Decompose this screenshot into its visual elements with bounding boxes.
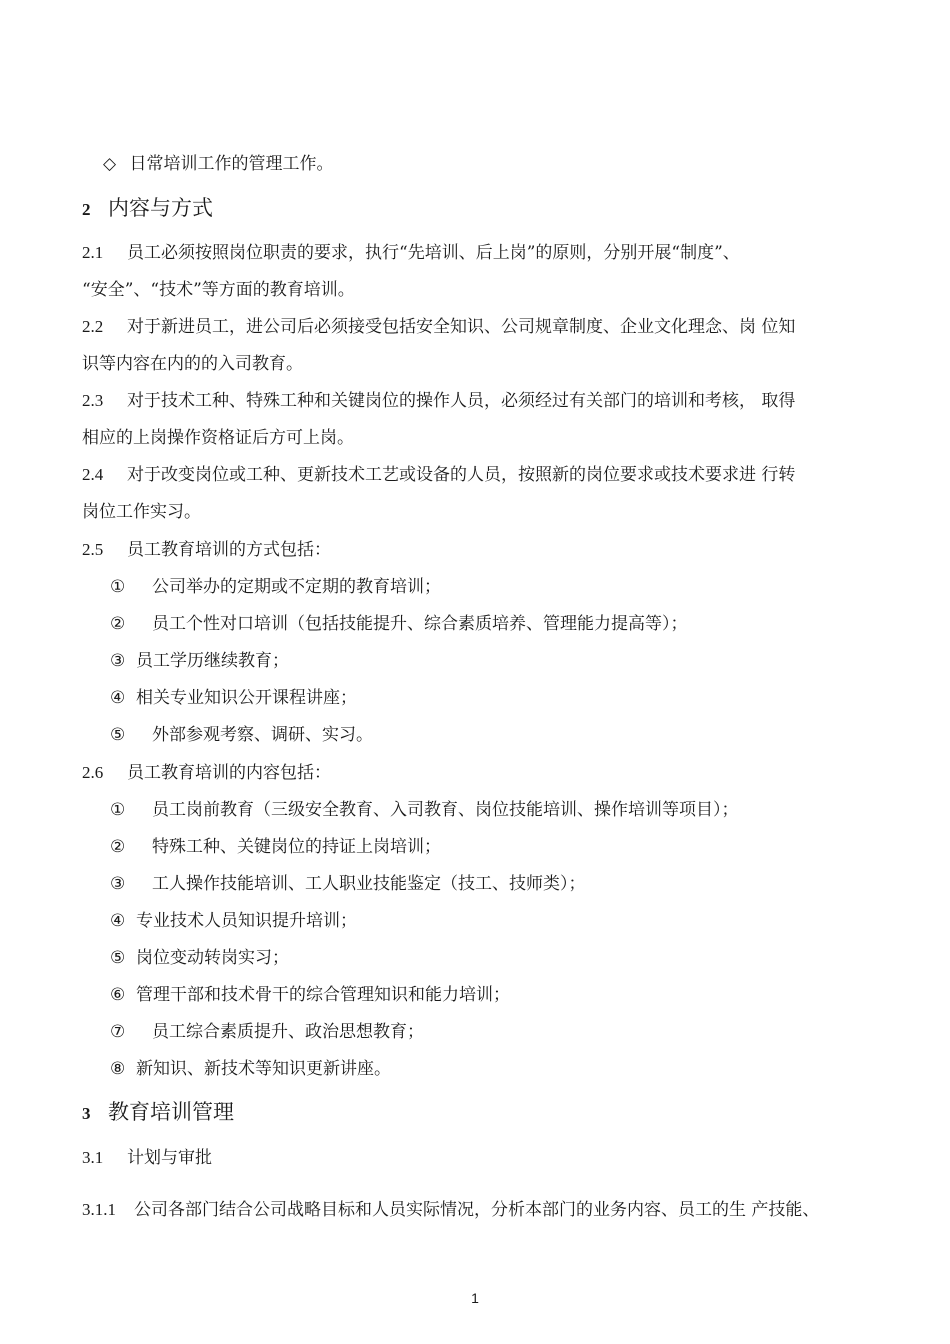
bullet-text: 日常培训工作的管理工作。 xyxy=(129,154,334,174)
bullet-item xyxy=(103,153,910,175)
diamond-bullet-icon: ◇ xyxy=(103,154,117,174)
paragraph-number: 2.3 xyxy=(82,391,104,410)
section-heading-2 xyxy=(82,195,910,223)
content-item-8 xyxy=(110,1058,910,1080)
paragraph-text: 对于技术工种、特殊工种和关键岗位的操作人员，必须经过有关部门的培训和考核， 取得 xyxy=(127,391,796,411)
paragraph-2-4-line1 xyxy=(82,464,910,486)
list-item-text: 公司举办的定期或不定期的教育培训； xyxy=(152,577,441,597)
method-item-1 xyxy=(110,576,910,598)
list-item-text: 特殊工种、关键岗位的持证上岗培训； xyxy=(152,837,441,857)
paragraph-text: 员工教育培训的内容包括： xyxy=(127,763,331,783)
content-item-4 xyxy=(110,910,910,932)
circled-number-1: ① xyxy=(110,577,126,597)
list-item-text: 工人操作技能培训、工人职业技能鉴定（技工、技师类）； xyxy=(152,874,586,894)
clause-3-1-1 xyxy=(82,1199,910,1221)
method-item-4 xyxy=(110,687,910,709)
paragraph-number: 2.4 xyxy=(82,465,104,484)
paragraph-2-3-line1 xyxy=(82,390,910,412)
paragraph-text: 员工必须按照岗位职责的要求，执行“先培训、后上岗”的原则，分别开展“制度”、 xyxy=(127,243,740,263)
circled-number-5: ⑤ xyxy=(110,948,126,968)
section-title: 教育培训管理 xyxy=(108,1100,234,1124)
method-item-5 xyxy=(110,724,910,746)
circled-number-6: ⑥ xyxy=(110,985,126,1005)
content-item-3 xyxy=(110,873,910,895)
clause-text: 公司各部门结合公司战略目标和人员实际情况，分析本部门的业务内容、员工的生 产技能、 xyxy=(134,1200,820,1220)
circled-number-2: ② xyxy=(110,837,126,857)
circled-number-4: ④ xyxy=(110,688,126,708)
list-item-text: 相关专业知识公开课程讲座； xyxy=(136,688,357,708)
subsection-3-1 xyxy=(82,1147,910,1169)
paragraph-2-5 xyxy=(82,539,910,561)
paragraph-2-1-line1 xyxy=(82,242,910,264)
section-title: 内容与方式 xyxy=(108,196,213,220)
method-item-3 xyxy=(110,650,910,672)
clause-number: 3.1.1 xyxy=(82,1200,116,1219)
content-item-5 xyxy=(110,947,910,969)
paragraph-2-2-line2: 识等内容在内的的入司教育。 xyxy=(82,354,303,374)
paragraph-2-2-line1 xyxy=(82,316,910,338)
circled-number-3: ③ xyxy=(110,874,126,894)
circled-number-2: ② xyxy=(110,614,126,634)
circled-number-5: ⑤ xyxy=(110,725,126,745)
subsection-title: 计划与审批 xyxy=(127,1148,212,1168)
paragraph-number: 2.6 xyxy=(82,763,104,782)
paragraph-2-1-line2: “安全”、“技术”等方面的教育培训。 xyxy=(82,280,355,300)
list-item-text: 专业技术人员知识提升培训； xyxy=(136,911,357,931)
list-item-text: 岗位变动转岗实习； xyxy=(136,948,289,968)
list-item-text: 员工学历继续教育； xyxy=(136,651,289,671)
circled-number-4: ④ xyxy=(110,911,126,931)
content-item-1 xyxy=(110,799,910,821)
method-item-2 xyxy=(110,613,910,635)
list-item-text: 员工综合素质提升、政治思想教育； xyxy=(152,1022,424,1042)
paragraph-number: 2.1 xyxy=(82,243,104,262)
content-item-6 xyxy=(110,984,910,1006)
paragraph-number: 2.5 xyxy=(82,540,104,559)
list-item-text: 外部参观考察、调研、实习。 xyxy=(152,725,373,745)
paragraph-text: 对于新进员工，进公司后必须接受包括安全知识、公司规章制度、企业文化理念、岗 位知 xyxy=(127,317,796,337)
list-item-text: 管理干部和技术骨干的综合管理知识和能力培训； xyxy=(136,985,510,1005)
list-item-text: 员工岗前教育（三级安全教育、入司教育、岗位技能培训、操作培训等项目）； xyxy=(152,800,739,820)
paragraph-2-6 xyxy=(82,762,910,784)
subsection-number: 3.1 xyxy=(82,1148,104,1167)
paragraph-2-3-line2: 相应的上岗操作资格证后方可上岗。 xyxy=(82,428,354,448)
section-heading-3 xyxy=(82,1099,910,1127)
page-number: 1 xyxy=(471,1290,479,1306)
paragraph-text: 员工教育培训的方式包括： xyxy=(127,540,331,560)
circled-number-8: ⑧ xyxy=(110,1059,126,1079)
paragraph-text: 对于改变岗位或工种、更新技术工艺或设备的人员，按照新的岗位要求或技术要求进 行转 xyxy=(127,465,796,485)
list-item-text: 员工个性对口培训（包括技能提升、综合素质培养、管理能力提高等）； xyxy=(152,614,688,634)
paragraph-number: 2.2 xyxy=(82,317,104,336)
content-item-7 xyxy=(110,1021,910,1043)
circled-number-7: ⑦ xyxy=(110,1022,126,1042)
circled-number-3: ③ xyxy=(110,651,126,671)
circled-number-1: ① xyxy=(110,800,126,820)
paragraph-2-4-line2: 岗位工作实习。 xyxy=(82,502,201,522)
section-number: 3 xyxy=(82,1104,91,1123)
section-number: 2 xyxy=(82,200,91,219)
list-item-text: 新知识、新技术等知识更新讲座。 xyxy=(136,1059,391,1079)
content-item-2 xyxy=(110,836,910,858)
